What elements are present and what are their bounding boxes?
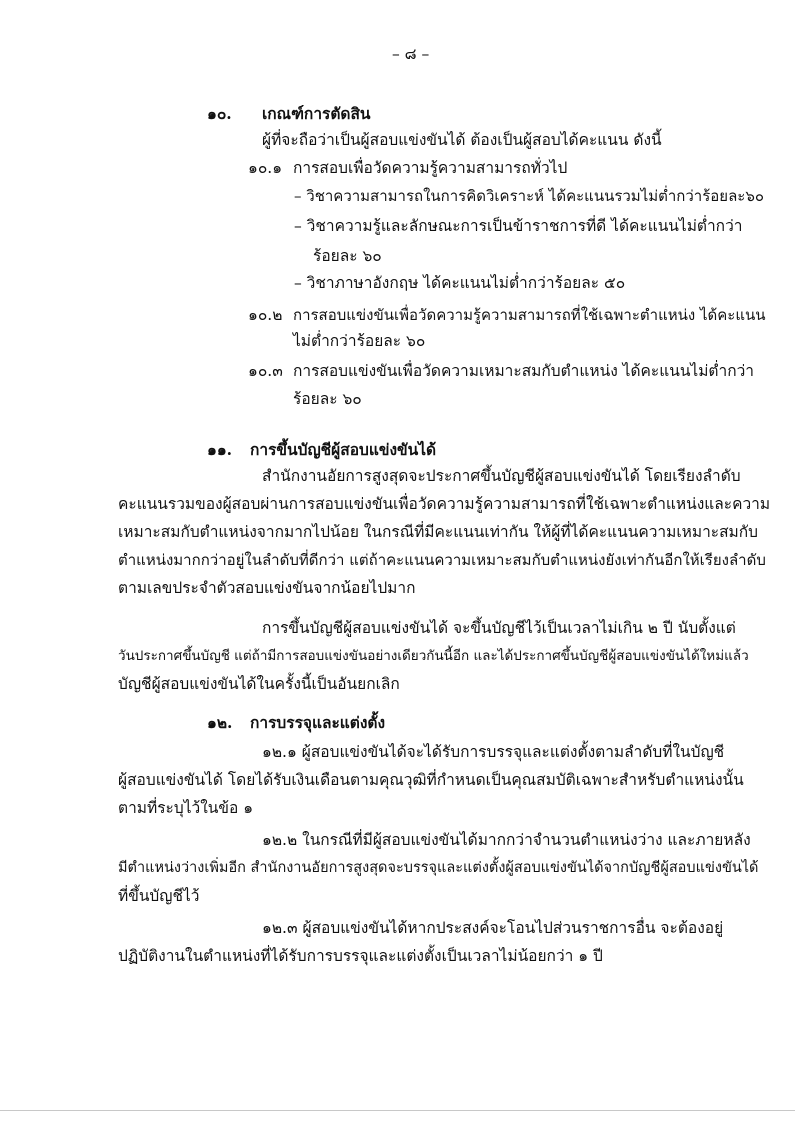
section-11-title: การขึ้นบัญชีผู้สอบแข่งขันได้ <box>250 440 437 459</box>
section-11-para2-line1: การขึ้นบัญชีผู้สอบแข่งขันได้ จะขึ้นบัญชีไว้เป็นเวลาไม่เกิน ๒ ปี นับตั้งแต่ <box>262 619 736 637</box>
section-11-para1-line3: เหมาะสมกับตำแหน่งจากมากไปน้อย ในกรณีที่มีคะแนนเท่ากัน ให้ผู้ที่ได้คะแนนความเหมาะสมกับ <box>118 523 758 541</box>
section-10-2-line2: ไม่ต่ำกว่าร้อยละ ๖๐ <box>293 332 426 350</box>
page-number: – ๘ – <box>392 45 430 63</box>
section-10-2-line1: การสอบแข่งขันเพื่อวัดความรู้ความสามารถที่ใช้เฉพาะตำแหน่ง ได้คะแนน <box>293 306 766 324</box>
bullet-civil-servant-cont: ร้อยละ ๖๐ <box>313 247 382 265</box>
section-10-1-text: การสอบเพื่อวัดความรู้ความสามารถทั่วไป <box>293 159 568 177</box>
bullet-civil-servant: – วิชาความรู้และลักษณะการเป็นข้าราชการที่ดี ได้คะแนนไม่ต่ำกว่า <box>294 217 743 235</box>
section-11-para1-line1: สำนักงานอัยการสูงสุดจะประกาศขึ้นบัญชีผู้สอบแข่งขันได้ โดยเรียงลำดับ <box>262 467 741 485</box>
section-10-2-number: ๑๐.๒ <box>248 306 283 324</box>
section-12-3-line2: ปฏิบัติงานในตำแหน่งที่ได้รับการบรรจุและแต่งตั้งเป็นเวลาไม่น้อยกว่า ๑ ปี <box>118 947 603 965</box>
section-11-para1-line5: ตามเลขประจำตัวสอบแข่งขันจากน้อยไปมาก <box>118 579 416 597</box>
section-12-1-line3: ตามที่ระบุไว้ในข้อ ๑ <box>118 799 254 817</box>
section-11-para2-line3: บัญชีผู้สอบแข่งขันได้ในครั้งนี้เป็นอันยกเลิก <box>118 675 400 693</box>
section-12-number: ๑๒. <box>207 713 233 732</box>
section-10-1-number: ๑๐.๑ <box>248 159 283 177</box>
section-11-para1-line2: คะแนนรวมของผู้สอบผ่านการสอบแข่งขันเพื่อวัดความรู้ความสามารถที่ใช้เฉพาะตำแหน่งและความ <box>118 495 771 513</box>
section-11-para2-line2: วันประกาศขึ้นบัญชี แต่ถ้ามีการสอบแข่งขันอย่างเดียวกันนี้อีก และได้ประกาศขึ้นบัญชีผู้สอบแข่งขันได้ใหม่แล้ว <box>118 648 749 664</box>
section-10-3-line2: ร้อยละ ๖๐ <box>293 390 362 408</box>
section-12-2-line3: ที่ขึ้นบัญชีไว้ <box>118 887 200 905</box>
section-12-title: การบรรจุและแต่งตั้ง <box>250 713 386 732</box>
section-12-1-line1: ๑๒.๑ ผู้สอบแข่งขันได้จะได้รับการบรรจุและแต่งตั้งตามลำดับที่ในบัญชี <box>262 743 725 761</box>
section-10-title: เกณฑ์การตัดสิน <box>262 104 371 123</box>
section-11-para1-line4: ตำแหน่งมากกว่าอยู่ในลำดับที่ดีกว่า แต่ถ้าคะแนนความเหมาะสมกับตำแหน่งยังเท่ากันอีกให้เรียงลำดับ <box>118 551 766 569</box>
bullet-english: – วิชาภาษาอังกฤษ ได้คะแนนไม่ต่ำกว่าร้อยละ ๕๐ <box>294 274 626 292</box>
section-12-2-line2: มีตำแหน่งว่างเพิ่มอีก สำนักงานอัยการสูงสุดจะบรรจุและแต่งตั้งผู้สอบแข่งขันได้จากบัญชีผู้สอบแข่งขันได้ <box>118 860 759 876</box>
section-12-2-line1: ๑๒.๒ ในกรณีที่มีผู้สอบแข่งขันได้มากกว่าจำนวนตำแหน่งว่าง และภายหลัง <box>262 831 751 849</box>
bullet-analytical: – วิชาความสามารถในการคิดวิเคราะห์ ได้คะแนนรวมไม่ต่ำกว่าร้อยละ๖๐ <box>294 187 765 205</box>
section-12-1-line2: ผู้สอบแข่งขันได้ โดยได้รับเงินเดือนตามคุณวุฒิที่กำหนดเป็นคุณสมบัติเฉพาะสำหรับตำแหน่งนั้น <box>118 771 744 789</box>
section-12-3-line1: ๑๒.๓ ผู้สอบแข่งขันได้หากประสงค์จะโอนไปส่วนราชการอื่น จะต้องอยู่ <box>262 919 724 937</box>
section-10-3-number: ๑๐.๓ <box>248 362 283 380</box>
section-10-intro: ผู้ที่จะถือว่าเป็นผู้สอบแข่งขันได้ ต้องเป็นผู้สอบได้คะแนน ดังนี้ <box>262 131 662 149</box>
section-10-3-line1: การสอบแข่งขันเพื่อวัดความเหมาะสมกับตำแหน่ง ได้คะแนนไม่ต่ำกว่า <box>293 362 754 380</box>
section-11-number: ๑๑. <box>207 440 233 459</box>
section-10-number: ๑๐. <box>207 104 232 123</box>
scan-edge-line <box>0 1110 795 1111</box>
